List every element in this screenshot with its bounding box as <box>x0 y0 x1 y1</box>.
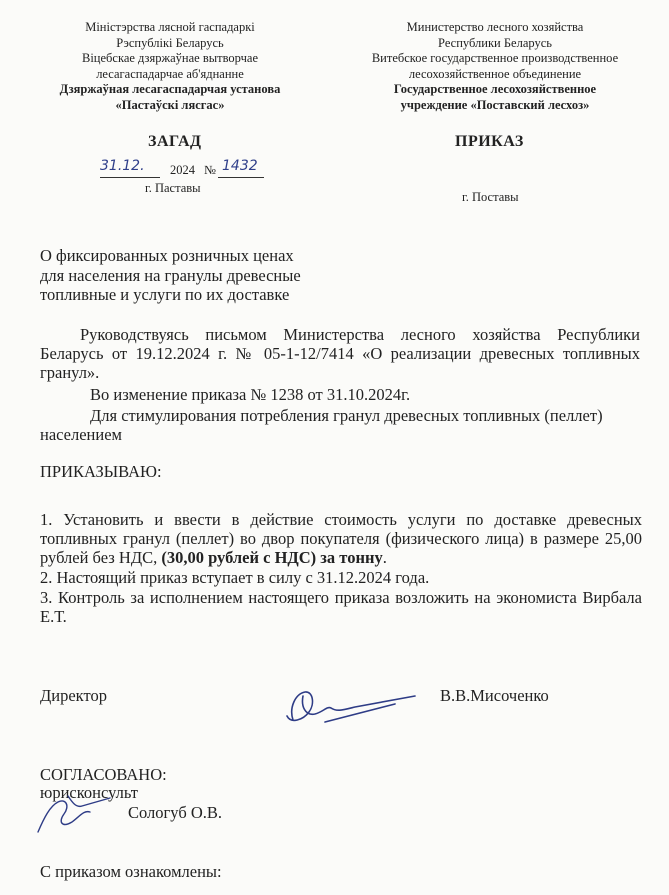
lawyer-title: юрисконсульт <box>40 783 138 802</box>
header-left-line: Міністэрства лясной гаспадаркі <box>85 20 255 34</box>
year-text: 2024 <box>170 163 195 177</box>
header-left-line: Рэспублікі Беларусь <box>116 35 224 50</box>
director-name: В.В.Мисоченко <box>440 686 549 705</box>
header-right-org: учреждение «Поставский лесхоз» <box>400 97 590 112</box>
agreed-label: СОГЛАСОВАНО: <box>40 765 167 784</box>
order-item-2: 2. Настоящий приказ вступает в силу с 31.12.2024 года. <box>40 568 430 587</box>
order-item-1 <box>40 510 642 567</box>
item-1-bold: (30,00 рублей с НДС) за тонну <box>161 548 383 567</box>
preamble-paragraph-3: Для стимулирования потребления гранул древесных топливных (пеллет) населением <box>40 406 603 444</box>
lawyer-signature <box>28 788 118 838</box>
title-by: ЗАГАД <box>148 133 202 150</box>
acquainted-label: С приказом ознакомлены: <box>40 862 222 881</box>
date-underline <box>100 177 160 178</box>
header-right-line: Республики Беларусь <box>438 35 552 50</box>
order-item-3: 3. Контроль за исполнением настоящего приказа возложить на экономиста Вирбала Е.Т. <box>40 588 642 626</box>
number-underline <box>218 177 264 178</box>
item-1-end: . <box>382 548 387 567</box>
preamble-paragraph-2: Во изменение приказа № 1238 от 31.10.2024г. <box>90 385 411 404</box>
lawyer-name: Сологуб О.В. <box>128 803 223 822</box>
order-subject <box>40 246 340 305</box>
director-signature <box>265 682 425 734</box>
header-right <box>345 20 645 113</box>
city-by: г. Паставы <box>145 181 201 195</box>
subject-line: О фиксированных розничных ценах <box>40 246 294 265</box>
number-sign: № <box>204 163 216 177</box>
header-right-org: Государственное лесохозяйственное <box>393 82 597 96</box>
item-1-text: 1. Установить и ввести в действие стоимость услуги по доставке древесных топливных гранул (пеллет) во двор покупателя (физического лица) в размере 25,00 рублей без НДС, <box>40 510 642 567</box>
order-word: ПРИКАЗЫВАЮ: <box>40 462 162 481</box>
number-handwritten: 1432 <box>222 158 258 174</box>
date-number-line <box>100 158 270 180</box>
subject-line: для населения на гранулы древесные <box>40 265 301 285</box>
header-right-line: Министерство лесного хозяйства <box>406 20 584 34</box>
header-left-line: Віцебскае дзяржаўнае вытворчае <box>81 51 258 65</box>
header-right-line: Витебское государственное производственное <box>371 51 619 65</box>
subject-line: топливные и услуги по их доставке <box>40 285 290 304</box>
city-ru: г. Поставы <box>462 190 519 204</box>
header-left-line: лесагаспадарчае аб'яднанне <box>96 66 244 81</box>
director-title: Директор <box>40 686 107 705</box>
header-left <box>30 20 310 113</box>
header-left-org: «Пастаўскі лясгас» <box>115 97 225 112</box>
header-right-line: лесохозяйственное объединение <box>408 66 582 81</box>
date-handwritten: 31.12. <box>100 158 145 174</box>
preamble-paragraph-1: Руководствуясь письмом Министерства лесного хозяйства Республики Беларусь от 19.12.2024 г. № 05-1-12/7414 «О реализации древесных топливных гранул». <box>40 325 640 382</box>
title-ru: ПРИКАЗ <box>455 133 524 150</box>
header-left-org: Дзяржаўная лесагаспадарчая установа <box>59 82 281 96</box>
